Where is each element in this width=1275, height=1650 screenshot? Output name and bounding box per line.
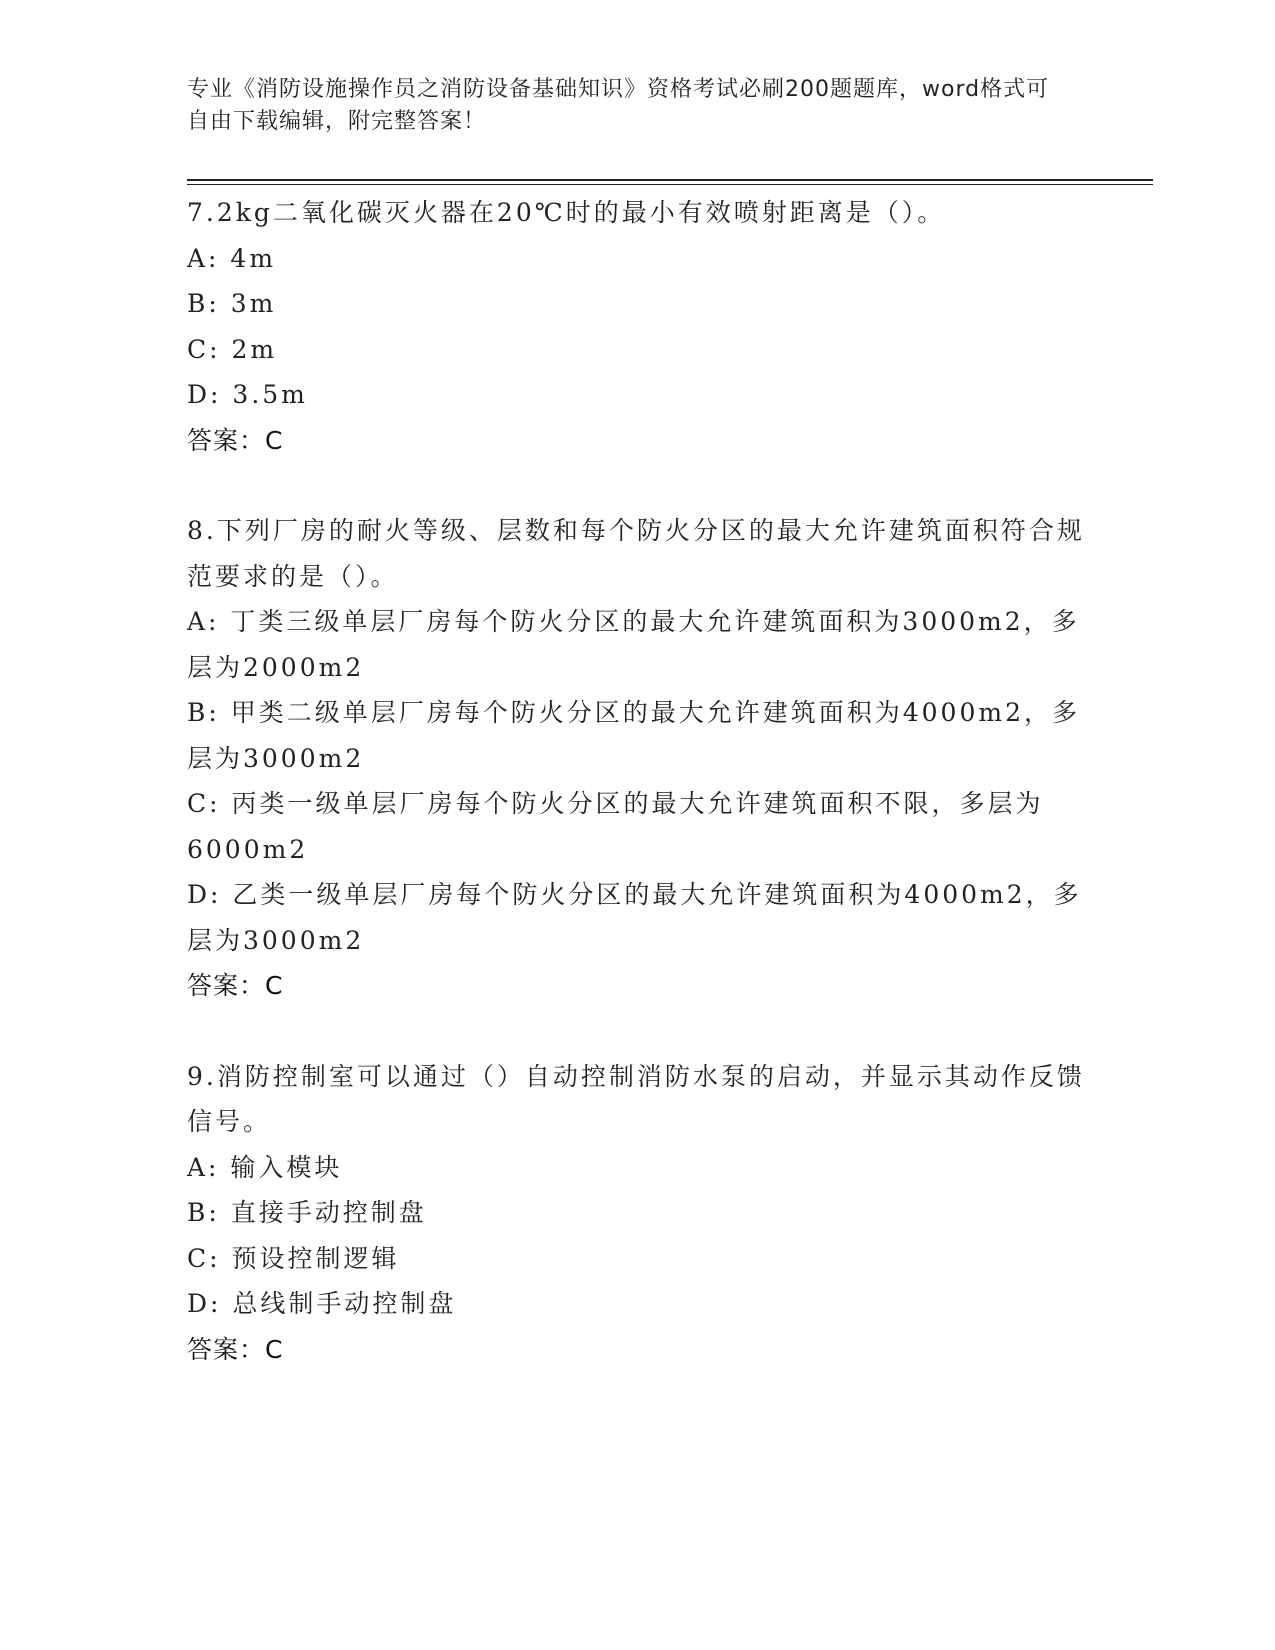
header-rule-thick bbox=[187, 179, 1153, 181]
option-d: D: 乙类一级单层厂房每个防火分区的最大允许建筑面积为4000m2，多层为3000m2 bbox=[187, 880, 1082, 955]
option-b: B: 3m bbox=[187, 289, 277, 318]
answer: 答案：C bbox=[187, 971, 284, 1000]
option-c: C: 丙类一级单层厂房每个防火分区的最大允许建筑面积不限，多层为6000m2 bbox=[187, 789, 1044, 864]
question-7 bbox=[187, 190, 1087, 463]
option-d: D: 总线制手动控制盘 bbox=[187, 1289, 457, 1318]
option-d: D: 3.5m bbox=[187, 380, 308, 409]
document-header: 专业《消防设施操作员之消防设备基础知识》资格考试必刷200题题库，word格式可自由下载编辑，附完整答案！ bbox=[187, 77, 1050, 134]
option-b: B: 直接手动控制盘 bbox=[187, 1198, 427, 1227]
question-stem: 8.下列厂房的耐火等级、层数和每个防火分区的最大允许建筑面积符合规范要求的是（）。 bbox=[187, 516, 1085, 591]
option-b: B: 甲类二级单层厂房每个防火分区的最大允许建筑面积为4000m2，多层为3000m2 bbox=[187, 698, 1080, 773]
question-stem: 9.消防控制室可以通过（）自动控制消防水泵的启动，并显示其动作反馈信号。 bbox=[187, 1061, 1085, 1136]
option-a: A: 4m bbox=[187, 243, 277, 273]
spacer bbox=[187, 1009, 1087, 1054]
answer: 答案：C bbox=[187, 1334, 284, 1364]
question-9 bbox=[187, 1054, 1087, 1373]
option-a: A: 丁类三级单层厂房每个防火分区的最大允许建筑面积为3000m2，多层为2000m2 bbox=[187, 607, 1080, 682]
option-a: A: 输入模块 bbox=[187, 1152, 343, 1182]
option-c: C: 2m bbox=[187, 334, 278, 364]
question-8 bbox=[187, 508, 1087, 1009]
question-list bbox=[187, 190, 1087, 1372]
spacer bbox=[187, 463, 1087, 508]
question-stem: 7.2kg二氧化碳灭火器在20℃时的最小有效喷射距离是（）。 bbox=[187, 198, 946, 227]
option-c: C: 预设控制逻辑 bbox=[187, 1243, 400, 1273]
header-rule-thin bbox=[187, 184, 1153, 185]
answer: 答案：C bbox=[187, 425, 284, 455]
